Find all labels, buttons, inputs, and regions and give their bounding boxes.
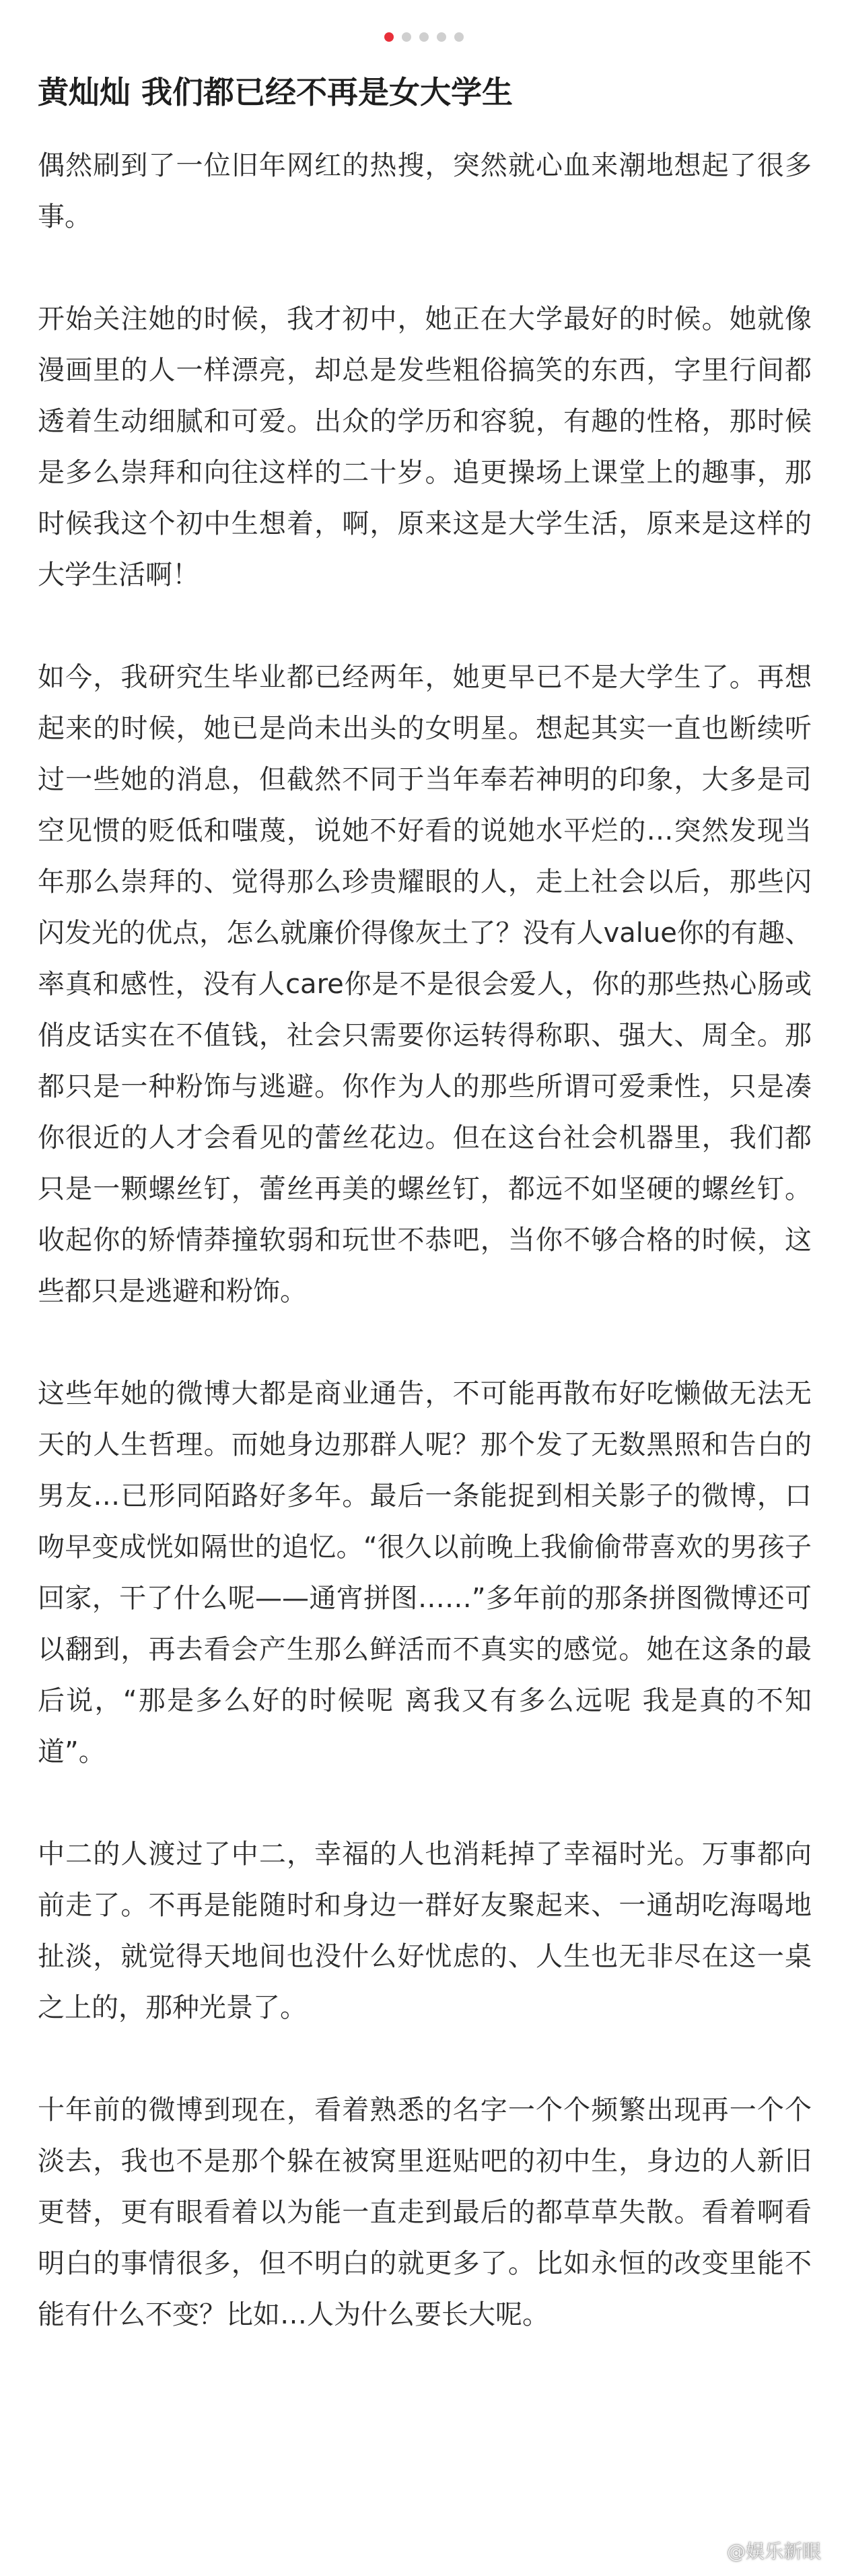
article-title: 黄灿灿 我们都已经不再是女大学生 (38, 74, 514, 110)
page-dot-5[interactable] (454, 32, 464, 42)
watermark-text: @娱乐新眼 (726, 2540, 821, 2563)
watermark (700, 2537, 821, 2564)
article-paragraph: 十年前的微博到现在，看着熟悉的名字一个个频繁出现再一个个淡去，我也不是那个躲在被窝里逛贴吧的初中生，身边的人新旧更替，更有眼看着以为能一直走到最后的都草草失散。看着啊看明白的事情很多，但不明白的就更多了。比如永恒的改变里能不能有什么不变？比如…人为什么要长大呢。 (38, 2095, 812, 2330)
article-paragraph: 这些年她的微博大都是商业通告，不可能再散布好吃懒做无法无天的人生哲理。而她身边那群人呢？那个发了无数黑照和告白的男友…已形同陌路好多年。最后一条能捉到相关影子的微博，口吻早变成恍如隔世的追忆。“很久以前晚上我偷偷带喜欢的男孩子回家，干了什么呢——通宵拼图……”多年前的那条拼图微博还可以翻到，再去看会产生那么鲜活而不真实的感觉。她在这条的最后说，“那是多么好的时候呢 离我又有多么远呢 我是真的不知道”。 (38, 1378, 812, 1767)
article-paragraph: 中二的人渡过了中二，幸福的人也消耗掉了幸福时光。万事都向前走了。不再是能随时和身边一群好友聚起来、一通胡吃海喝地扯淡，就觉得天地间也没什么好忧虑的、人生也无非尽在这一桌之上的，那种光景了。 (38, 1839, 812, 2023)
page-indicator (0, 32, 848, 42)
article-paragraph: 如今，我研究生毕业都已经两年，她更早已不是大学生了。再想起来的时候，她已是尚未出头的女明星。想起其实一直也断续听过一些她的消息，但截然不同于当年奉若神明的印象，大多是司空见惯的贬低和嗤蔑，说她不好看的说她水平烂的…突然发现当年那么崇拜的、觉得那么珍贵耀眼的人，走上社会以后，那些闪闪发光的优点，怎么就廉价得像灰土了？没有人value你的有趣、率真和感性，没有人care你是不是很会爱人，你的那些热心肠或俏皮话实在不值钱，社会只需要你运转得称职、强大、周全。那都只是一种粉饰与逃避。你作为人的那些所谓可爱秉性，只是凑你很近的人才会看见的蕾丝花边。但在这台社会机器里，我们都只是一颗螺丝钉，蕾丝再美的螺丝钉，都远不如坚硬的螺丝钉。收起你的矫情莽撞软弱和玩世不恭吧，当你不够合格的时候，这些都只是逃避和粉饰。 (38, 662, 812, 1307)
page-dot-3[interactable] (419, 32, 429, 42)
article-body (38, 140, 812, 2340)
article-paragraph: 偶然刷到了一位旧年网红的热搜，突然就心血来潮地想起了很多事。 (38, 150, 812, 232)
article-paragraph: 开始关注她的时候，我才初中，她正在大学最好的时候。她就像漫画里的人一样漂亮，却总是发些粗俗搞笑的东西，字里行间都透着生动细腻和可爱。出众的学历和容貌，有趣的性格，那时候是多么崇拜和向往这样的二十岁。追更操场上课堂上的趣事，那时候我这个初中生想着，啊，原来这是大学生活，原来是这样的大学生活啊！ (38, 304, 812, 590)
page-dot-4[interactable] (437, 32, 446, 42)
page-dot-1[interactable] (384, 32, 394, 42)
weibo-icon (700, 2540, 723, 2561)
page-dot-2[interactable] (402, 32, 411, 42)
